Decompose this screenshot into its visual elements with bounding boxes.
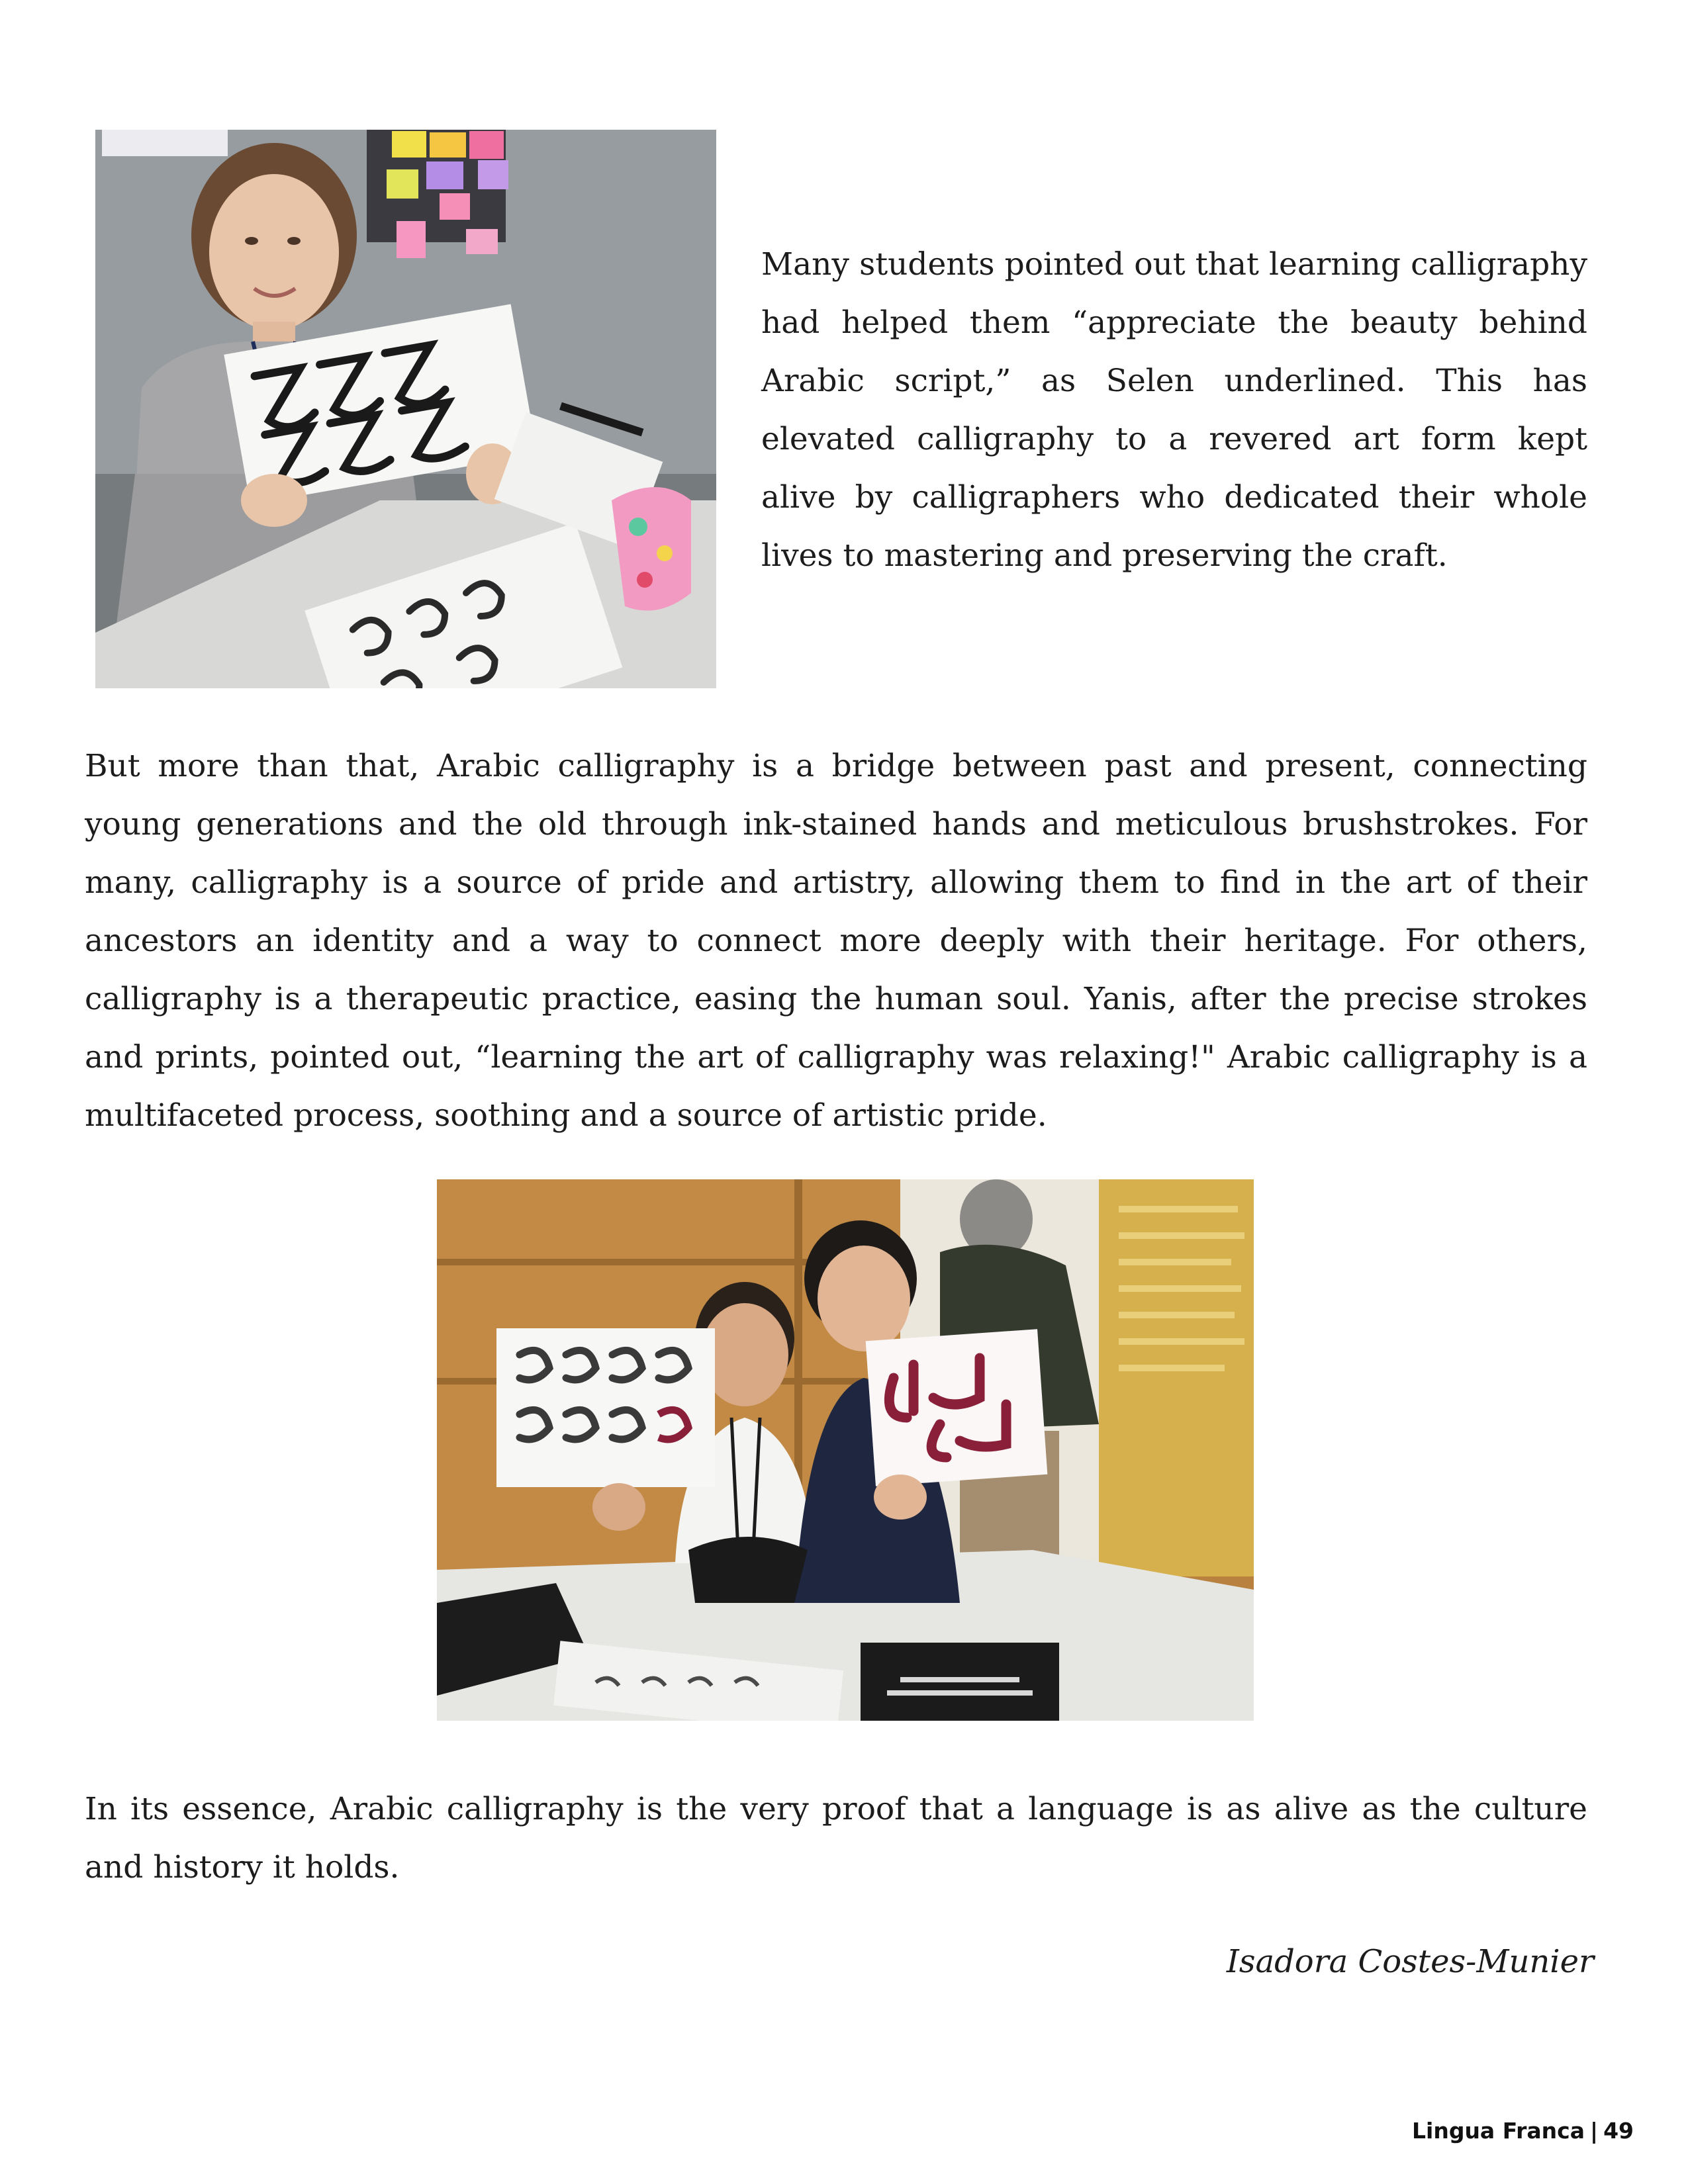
photo-girl-illustration	[95, 130, 716, 688]
page-number: 49	[1603, 2118, 1634, 2144]
footer-separator: |	[1590, 2118, 1599, 2144]
closing-paragraph: In its essence, Arabic calligraphy is the very proof that a language is as alive as the culture and history it holds.	[85, 1791, 1587, 1886]
publication-name: Lingua Franca	[1411, 2118, 1585, 2144]
middle-paragraph: But more than that, Arabic calligraphy is a bridge between past and present, connecting young generations and the old through ink-stained hands and meticulous brushstrokes. For many, calligraphy is a source of pride and artistry, allowing them to find in the art of their ancestors an identity and a way to connect more deeply with their heritage. For others, calligraphy is a therapeutic practice, easing the human soul. Yanis, after the precise strokes and prints, pointed out, “learning the art of calligraphy was relaxing!" Arabic calligraphy is a multifaceted process, soothing and a source of artistic pride.	[85, 748, 1587, 1134]
side-paragraph: Many students pointed out that learning calligraphy had helped them “appreciate the beauty behind Arabic script,” as Selen underlined. This has elevated calligraphy to a revered art form kept alive by calligraphers who dedicated their whole lives to mastering and preserving the craft.	[761, 246, 1587, 574]
page-footer	[1412, 2118, 1634, 2144]
photo-girl-with-calligraphy-sheet	[95, 130, 716, 688]
author-byline: Isadora Costes-Munier	[1226, 1943, 1594, 1980]
photo-boys-illustration	[437, 1179, 1254, 1721]
photo-boys-with-calligraphy	[437, 1179, 1254, 1721]
